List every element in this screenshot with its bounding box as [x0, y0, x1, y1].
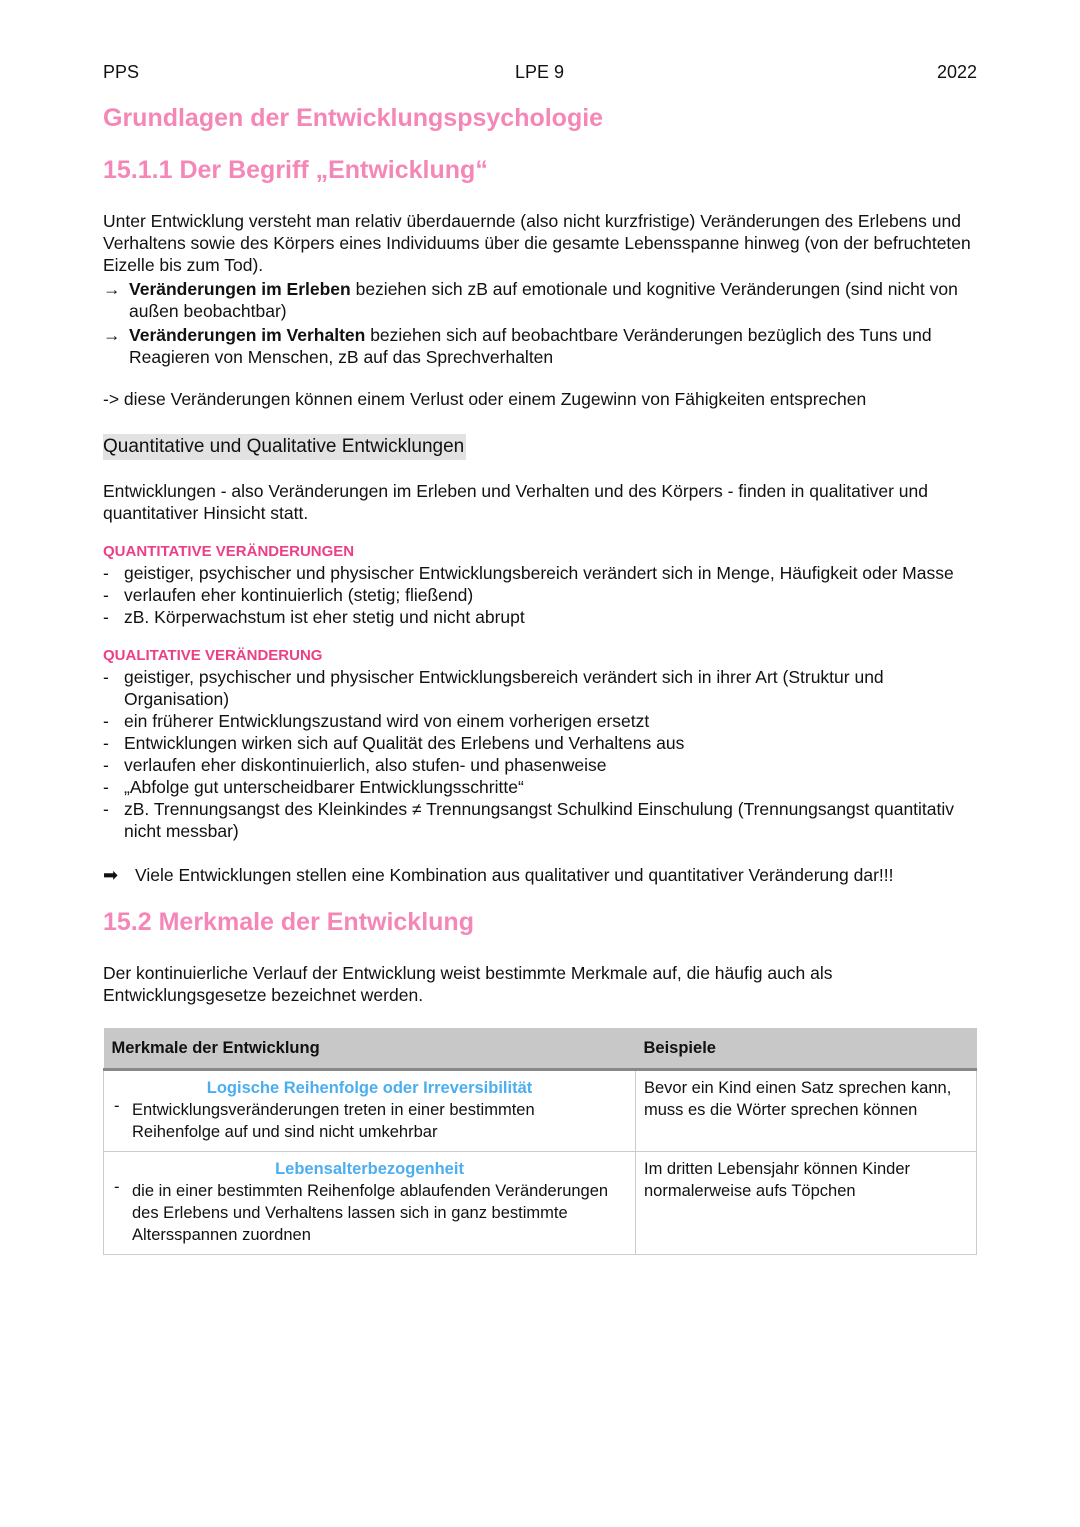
- merkmale-table: [103, 1028, 977, 1255]
- list-item-text: zB. Körperwachstum ist eher stetig und nicht abrupt: [124, 607, 525, 627]
- merkmale-intro-paragraph: Der kontinuierliche Verlauf der Entwicklung weist bestimmte Merkmale auf, die häufig auch als Entwicklungsgesetze bezeichnet werden.: [103, 963, 833, 1005]
- dash-icon: -: [103, 667, 109, 687]
- bullet-bold-term: Veränderungen im Erleben: [129, 279, 351, 299]
- bullet-text: beziehen sich zB auf emotionale und kognitive Veränderungen (sind nicht von außen beobachtbar): [129, 279, 958, 321]
- list-item-text: geistiger, psychischer und physischer Entwicklungsbereich verändert sich in ihrer Art (Struktur und Organisation): [124, 667, 884, 709]
- bullet-text: beziehen sich auf beobachtbare Veränderungen bezüglich des Tuns und Reagieren von Menschen, zB auf das Sprechverhalten: [129, 325, 932, 367]
- dash-icon: -: [103, 799, 109, 819]
- subsection-intro-paragraph: Entwicklungen - also Veränderungen im Erleben und Verhalten und des Körpers - finden in qualitativer und quantitativer Hinsicht statt.: [103, 481, 928, 523]
- page-header: [103, 62, 977, 88]
- list-item-text: ein früherer Entwicklungszustand wird von einem vorherigen ersetzt: [124, 711, 650, 731]
- table-row: [104, 1070, 977, 1152]
- merkmal-description: [112, 1099, 627, 1143]
- bullet-bold-term: Veränderungen im Verhalten: [129, 325, 366, 345]
- section-heading-begriff: 15.1.1 Der Begriff „Entwicklung“: [103, 156, 488, 184]
- list-item-text: zB. Trennungsangst des Kleinkindes ≠ Trennungsangst Schulkind Einschulung (Trennungsangst quantitativ nicht messbar): [124, 799, 955, 841]
- change-note: -> diese Veränderungen können einem Verlust oder einem Zugewinn von Fähigkeiten entsprechen: [103, 389, 867, 409]
- quantitative-label: QUANTITATIVE VERÄNDERUNGEN: [103, 543, 355, 560]
- arrow-right-icon: →: [103, 279, 121, 299]
- dash-icon: -: [103, 711, 109, 731]
- header-right: 2022: [936, 62, 977, 82]
- quantitative-list: [103, 562, 977, 628]
- list-item: [103, 584, 977, 606]
- dash-icon: -: [103, 733, 109, 753]
- table-header-row: [104, 1028, 977, 1070]
- bold-arrow-right-icon: ➡: [103, 865, 119, 885]
- list-item: [103, 666, 977, 710]
- document-title: Grundlagen der Entwicklungspsychologie: [103, 104, 604, 132]
- dash-icon: -: [103, 755, 109, 775]
- list-item: [103, 754, 977, 776]
- list-item: [103, 606, 977, 628]
- list-item: [103, 776, 977, 798]
- document-page: [103, 62, 977, 1255]
- table-cell-merkmal: [104, 1070, 636, 1152]
- list-item: [103, 798, 977, 842]
- list-item-text: „Abfolge gut unterscheidbarer Entwicklungsschritte“: [124, 777, 524, 797]
- qualitative-label: QUALITATIVE VERÄNDERUNG: [103, 647, 323, 664]
- table-header-beispiele: Beispiele: [636, 1028, 977, 1070]
- merkmal-description-text: die in einer bestimmten Reihenfolge ablaufenden Veränderungen des Erlebens und Verhaltens lassen sich in ganz bestimmte Altersspannen zuordnen: [132, 1182, 609, 1244]
- dash-icon: -: [103, 607, 109, 627]
- list-item: [103, 732, 977, 754]
- section-heading-merkmale: 15.2 Merkmale der Entwicklung: [103, 908, 474, 936]
- merkmal-description-text: Entwicklungsveränderungen treten in einer bestimmten Reihenfolge auf und sind nicht umkehrbar: [132, 1101, 535, 1141]
- merkmal-description: [112, 1180, 627, 1246]
- list-item-text: verlaufen eher diskontinuierlich, also stufen- und phasenweise: [124, 755, 607, 775]
- dash-icon: -: [114, 1097, 120, 1115]
- conclusion-text: Viele Entwicklungen stellen eine Kombination aus qualitativer und quantitativer Veränderung dar!!!: [135, 865, 894, 885]
- dash-icon: -: [103, 563, 109, 583]
- table-cell-merkmal: [104, 1152, 636, 1255]
- list-item-text: Entwicklungen wirken sich auf Qualität des Erlebens und Verhaltens aus: [124, 733, 685, 753]
- qualitative-list: [103, 666, 977, 842]
- header-center: LPE 9: [515, 62, 565, 82]
- section-intro-paragraph: Unter Entwicklung versteht man relativ überdauernde (also nicht kurzfristige) Veränderungen des Erlebens und Verhaltens sowie des Körpers eines Individuums über die gesamte Lebensspanne hinweg (von der befruchteten Eizelle bis zum Tod).: [103, 211, 971, 275]
- list-item: [103, 562, 977, 584]
- merkmal-title: Logische Reihenfolge oder Irreversibilität: [206, 1079, 533, 1097]
- arrow-bullet-list: [103, 278, 977, 368]
- merkmal-title: Lebensalterbezogenheit: [275, 1160, 464, 1178]
- arrow-right-icon: →: [103, 325, 121, 345]
- arrow-bullet-item: [103, 278, 977, 322]
- table-cell-beispiel: Im dritten Lebensjahr können Kinder normalerweise aufs Töpchen: [636, 1152, 977, 1255]
- table-row: [104, 1152, 977, 1255]
- conclusion-note: [103, 864, 977, 886]
- list-item-text: geistiger, psychischer und physischer Entwicklungsbereich verändert sich in Menge, Häufigkeit oder Masse: [124, 563, 954, 583]
- table-cell-beispiel: Bevor ein Kind einen Satz sprechen kann, muss es die Wörter sprechen können: [636, 1070, 977, 1152]
- subsection-heading-highlight: Quantitative und Qualitative Entwicklungen: [103, 434, 466, 460]
- dash-icon: -: [103, 585, 109, 605]
- table-header-merkmale: Merkmale der Entwicklung: [104, 1028, 636, 1070]
- arrow-bullet-item: [103, 324, 977, 368]
- dash-icon: -: [114, 1178, 120, 1196]
- list-item: [103, 710, 977, 732]
- header-left: PPS: [103, 62, 140, 82]
- list-item-text: verlaufen eher kontinuierlich (stetig; fließend): [124, 585, 474, 605]
- dash-icon: -: [103, 777, 109, 797]
